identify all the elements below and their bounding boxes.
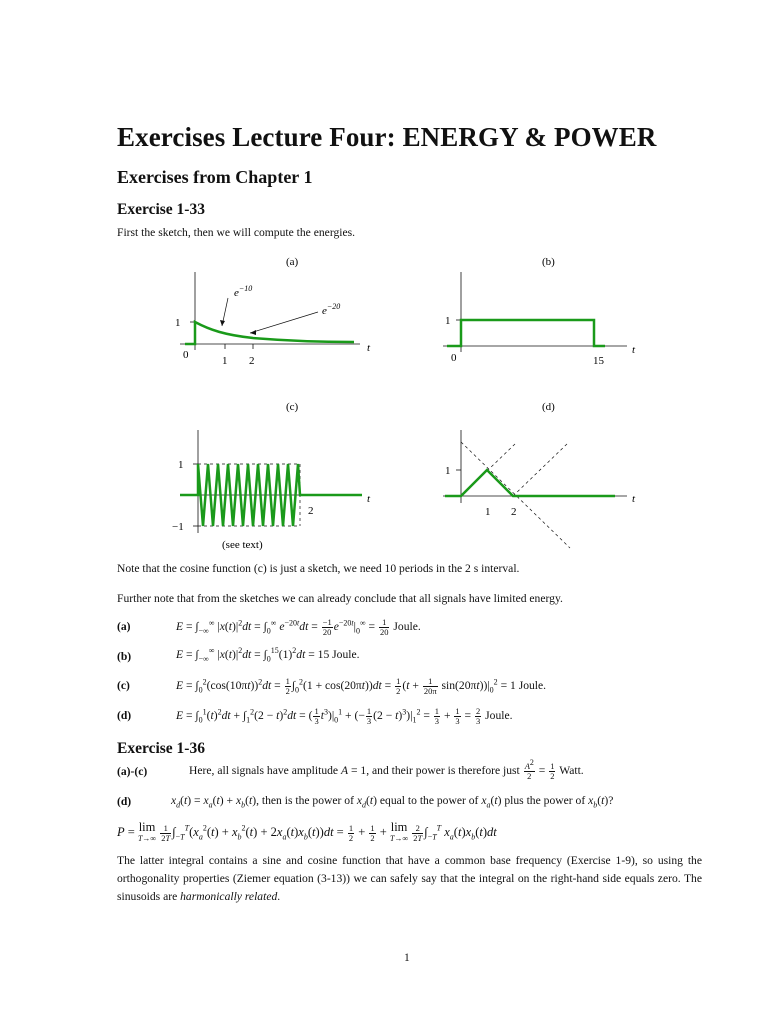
figure-b-axis-t: t	[632, 344, 636, 356]
figure-b-x0: 0	[451, 352, 457, 364]
annotation-e20: e	[322, 305, 327, 317]
note-energy: Further note that from the sketches we can already conclude that all signals have limited energy.	[117, 592, 563, 605]
figure-c-x2: 2	[308, 505, 314, 517]
eq-d: $E = \int_0^1(t)^2dt + \int_1^2(2 - t)^2dt$ = ( $\frac{1}{3}$ $t^3)|_0^1$ + (− $\frac{1}{3}$ $(2 - t)^3)|_1^2$ = $\frac{1}{3}$ + $\frac{1}{3}$ = $\frac{2}{3}$ Joule.	[176, 706, 513, 726]
exercise-1-33-heading: Exercise 1-33	[117, 201, 205, 218]
figure-d-axis-t: t	[632, 493, 636, 505]
figure-a	[170, 250, 390, 375]
figure-c-caption: (see text)	[222, 539, 263, 551]
page-number: 1	[404, 951, 410, 964]
annotation-e10: e	[234, 287, 239, 299]
figure-a-axis-t: t	[367, 342, 371, 354]
chapter-heading: Exercises from Chapter 1	[117, 167, 313, 187]
signal-a-curve	[185, 322, 354, 344]
ac-label: (a)-(c)	[117, 765, 148, 778]
figure-c-label: (c)	[286, 401, 299, 413]
figure-a-x0: 0	[183, 349, 189, 361]
eq-a-label: (a)	[117, 620, 131, 633]
eq-b-result: = 15 Joule.	[308, 648, 360, 661]
figure-a-label: (a)	[286, 256, 299, 268]
annotation-e10-exp: −10	[238, 284, 253, 293]
figure-b	[425, 250, 645, 375]
figure-a-y1: 1	[175, 317, 181, 329]
eq-b-label: (b)	[117, 650, 132, 663]
power-equation: P = lim T→∞ $\frac{1}{2T}$ $\int_{-T}^T(x_a^2(t) + x_b^2(t) + 2x_a(t)x_b(t))dt$ = $\frac{1}{2}$ + $\frac{1}{2}$ + lim T→∞ $\frac{2}{2T}$ $\int_{-T}^T$ $x_a(t)x_b(t)dt$	[117, 820, 497, 843]
note-cosine: Note that the cosine function (c) is just a sketch, we need 10 periods in the 2 s interval.	[117, 562, 520, 575]
eq-d-unit: Joule.	[485, 709, 513, 723]
figure-d-label: (d)	[542, 401, 555, 413]
figure-d	[425, 395, 645, 555]
figure-a-x1: 1	[222, 355, 228, 367]
signal-d-triangle	[445, 470, 615, 496]
svg-text:e−10	[234, 284, 252, 299]
figure-d-x2: 2	[511, 506, 517, 518]
eq-b: $E = \int_{-\infty}^\infty$ $|x(t)|^2dt = \int_0^{15}(1)^2dt = 15$ Joule.	[176, 646, 360, 664]
eq-c-result: = 1 Joule.	[500, 679, 547, 693]
figure-c-y1: 1	[178, 459, 184, 471]
final-paragraph: The latter integral contains a sine and cosine function that have a common base frequency (Exercise 1-9), so using the orthogonality properties (Ziemer equation (3-13)) we can safely say that the integral on the right-hand side equals zero. The sinusoids are harmonically related.	[117, 854, 702, 903]
d-text: $x_d(t) = x_a(t) + x_b(t)$, then is the power of $x_d(t)$ equal to the power of $x_a(t)$ plus the power of $x_b(t)$?	[171, 794, 614, 810]
figure-c	[170, 395, 390, 555]
d-label: (d)	[117, 795, 132, 808]
figure-b-label: (b)	[542, 256, 555, 268]
signal-b-pulse	[447, 320, 605, 346]
figure-d-x1: 1	[485, 506, 491, 518]
eq-a-unit: Joule.	[393, 620, 421, 634]
ac-text: Here, all signals have amplitude A = 1, and their power is therefore just $\frac{A^2}{2}$ = $\frac{1}{2}$ Watt.	[189, 758, 584, 781]
eq-d-label: (d)	[117, 709, 132, 722]
figure-d-y1: 1	[445, 465, 451, 477]
figure-c-ym1: −1	[172, 521, 184, 533]
figure-a-x2: 2	[249, 355, 255, 367]
svg-text:e−20	[322, 302, 340, 317]
page-title: Exercises Lecture Four: ENERGY & POWER	[117, 122, 657, 152]
eq-a: $E = \int_{-\infty}^\infty$ $|x(t)|^2dt = \int_0^\infty$ $e^{-20t}dt$ = $\frac{-1}{20}$ $e^{-20t}|_0^\infty$ = $\frac{1}{20}$ Joule.	[176, 617, 421, 637]
figure-b-y1: 1	[445, 315, 451, 327]
figure-b-x15: 15	[593, 355, 604, 367]
exercise-1-36-heading: Exercise 1-36	[117, 740, 205, 757]
eq-c-label: (c)	[117, 679, 130, 692]
annotation-e20-exp: −20	[326, 302, 341, 311]
eq-c: $E = \int_0^2(\cos(10\pi t))^2dt$ = $\frac{1}{2}$ $\int_0^2(1 + \cos(20\pi t))dt$ = $\frac{1}{2}$ (t + $\frac{1}{20\pi}$ $\sin(20\pi t))|_0^2 = 1$ Joule.	[176, 676, 547, 696]
intro-text: First the sketch, then we will compute the energies.	[117, 226, 356, 239]
figure-c-axis-t: t	[367, 493, 371, 505]
